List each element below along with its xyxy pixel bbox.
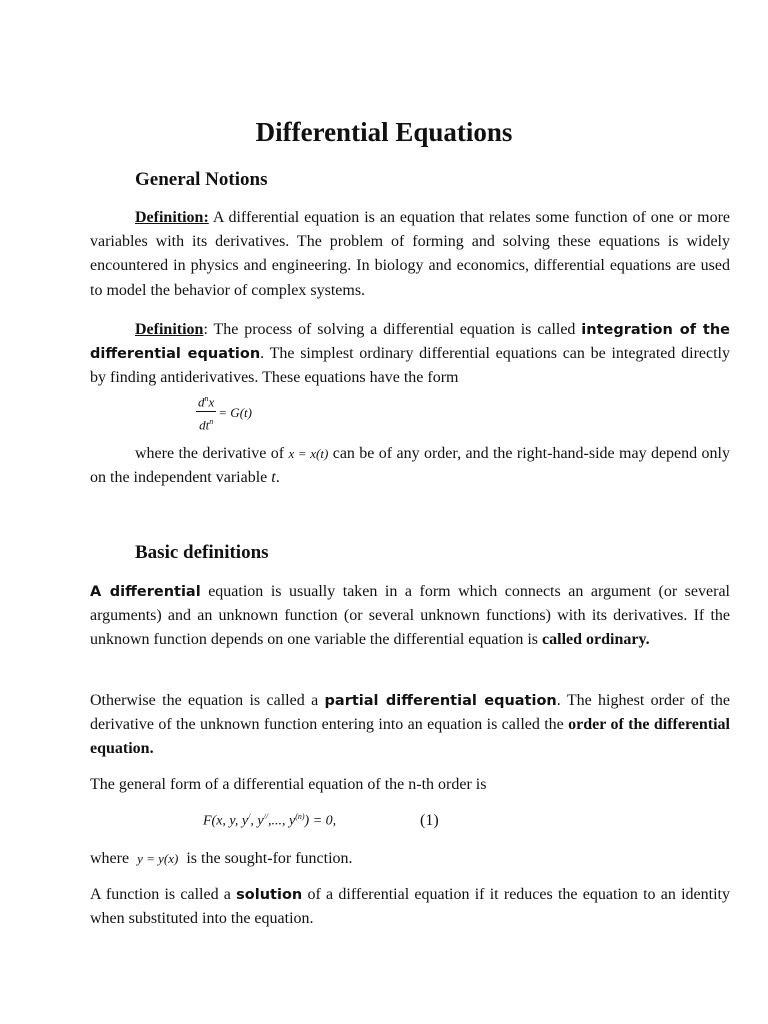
where-paragraph-1: where the derivative of x = x(t) can be of any order, and the right-hand-side may depend only on the independent variable t. <box>90 445 730 487</box>
definition-paragraph-1 <box>90 206 730 303</box>
formula-nth-derivative <box>196 390 252 436</box>
inline-math-y: y = y(x) <box>137 851 179 866</box>
definition-text: The process of solving a differential equation is called <box>207 321 582 338</box>
section-heading-basic-definitions: Basic definitions <box>135 542 269 563</box>
fraction: $\frac{d^nx}{dt^n}$ <box>196 390 216 436</box>
bold-term-integration: integration of the differential equation <box>90 322 730 363</box>
bold-term-called-ordinary: called ordinary. <box>542 631 650 649</box>
equation-number: (1) <box>420 812 439 829</box>
section-heading-general-notions: General Notions <box>135 169 268 190</box>
paragraph-partial: Otherwise the equation is called a partial differential equation. The highest order of the derivative of the unknown function entering into an equation is called the order of the differential equation. <box>90 692 731 758</box>
formula-rhs: = G(t) <box>218 404 252 420</box>
where-paragraph-2: where y = y(x) is the sought-for function. <box>90 850 353 867</box>
definition-paragraph-2 <box>90 318 730 391</box>
definition-text-continued: . The simplest ordinary differential equations can be integrated directly by finding antiderivatives. These equations have the form <box>90 345 730 387</box>
definition-label: Definition <box>135 321 204 338</box>
page-title: Differential Equations <box>255 117 513 147</box>
inline-math-x: x = x(t) <box>288 446 329 461</box>
inline-var-t: t <box>271 469 276 487</box>
formula-general-form: F(x, y, y/, y//,..., $y^{(n)}) = 0$, <box>203 812 337 829</box>
bold-term-solution: solution <box>236 887 303 903</box>
bold-term-order: order of the differential equation. <box>90 716 731 758</box>
definition-colon: : <box>203 321 208 338</box>
paragraph-general-form: The general form of a differential equation of the n-th order is <box>90 776 487 793</box>
definition-text: A differential equation is an equation that relates some function of one or more variables with its derivatives. The problem of forming and solving these equations is widely encountered in physics and engineering. In biology and economics, differential equations are used to model the behavior of complex systems. <box>90 209 730 299</box>
bold-term-partial: partial differential equation <box>324 693 557 709</box>
definition-label: Definition: <box>135 209 209 226</box>
paragraph-differential: A differential equation is usually taken in a form which connects an argument (or several arguments) and an unknown function (or several unknown functions) with its derivatives. If the unknown function depends on one variable the differential equation is called ordinary. <box>90 583 730 649</box>
paragraph-solution: A function is called a solution of a differential equation if it reduces the equation to an identity when substituted into the equation. <box>90 886 730 928</box>
bold-term-a-differential: A differential <box>90 584 201 600</box>
